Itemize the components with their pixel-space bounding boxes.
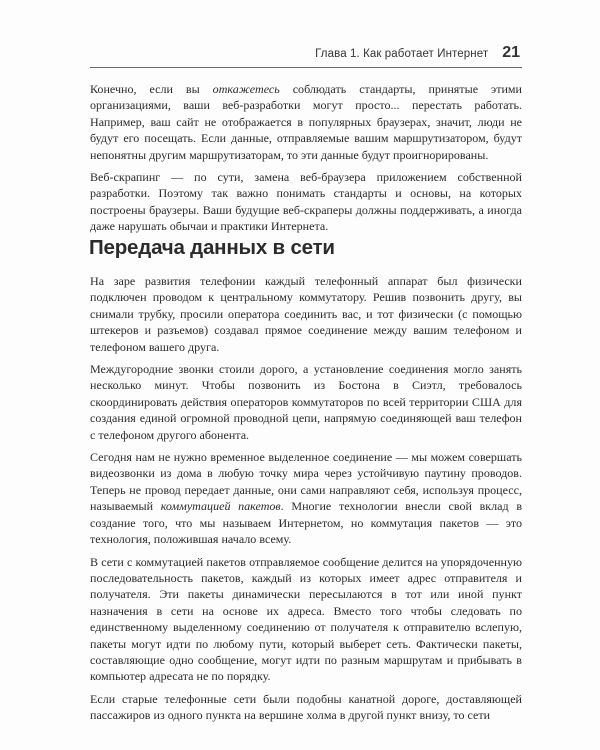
section-body xyxy=(90,273,522,724)
paragraph-text: соблюдать стандарты, принятые этими организациями, ваши веб-разработки могут просто... перестать работать. Например, ваш сайт не отображается в популярных браузерах, значит, люди не будут его посещать. Если данные, отправляемые вашим маршрутизатором, будут непонятны другим маршрутизаторам, то эти данные будут проигнорированы. xyxy=(90,82,522,162)
paragraph-text: Сегодня нам не нужно временное выделенное соединение — мы можем совершать видеозвонки из дома в любую точку мира через устойчивую паутину проводов. Теперь не провод передает данные, они сами направляют себя, используя процесс, называемый xyxy=(90,450,522,514)
paragraph-text: . Многие технологии внесли свой вклад в создание того, что мы называем Интернетом, но коммутация пакетов — это технология, положившая начало всему. xyxy=(90,499,523,547)
page-number: 21 xyxy=(502,44,520,61)
chapter-title: Глава 1. Как работает Интернет xyxy=(315,48,489,60)
section-heading: Передача данных в сети xyxy=(89,236,335,259)
emphasis: откажетесь xyxy=(212,82,280,96)
paragraph: Если старые телефонные сети были подобны канатной дороге, доставляющей пассажиров из одного пункта на вершине холма в другой пункт внизу, то сети xyxy=(90,691,522,723)
paragraph: В сети с коммутацией пакетов отправляемое сообщение делится на упорядоченную последовательность пакетов, каждый из которых имеет адрес отправителя и получателя. Эти пакеты динамически пересылаются в тот или иной пункт назначения в сети на основе их адреса. Вместо того чтобы следовать по единственному выделенному соединению от получателя к отправителю вслепую, пакеты могут идти по любому пути, который выберет сеть. Фактически пакеты, составляющие одно сообщение, могут идти по разным маршрутам и прибывать в компьютер адресата не по порядку. xyxy=(90,554,522,684)
paragraph xyxy=(90,449,522,547)
header-rule xyxy=(90,67,522,68)
paragraph xyxy=(90,81,522,163)
paragraph: Междугородние звонки стоили дорого, а установление соединения могло занять несколько минут. Чтобы позвонить из Бостона в Сиэтл, требовалось скоординировать действия операторов коммутаторов по всей территории США для создания единой огромной проводной цепи, напрямую соединяющей ваш телефон с телефоном другого абонента. xyxy=(90,362,522,442)
paragraph: На заре развития телефонии каждый телефонный аппарат был физически подключен проводом к центральному коммутатору. Решив позвонить другу, вы снимали трубку, просили оператора соединить вас, и тот физически (с помощью штекеров и разъемов) создавал прямое соединение между вашим телефоном и телефоном вашего друга. xyxy=(90,274,522,354)
running-header xyxy=(315,44,520,66)
paragraph: Веб-скрапинг — по сути, замена веб-браузера приложением собственной разработки. Поэтому так важно понимать стандарты и основы, на которых построены браузеры. Ваши будущие веб-скраперы должны поддерживать, а иногда даже нарушать обычаи и практики Интернета. xyxy=(90,170,522,234)
paragraph-text: Конечно, если вы xyxy=(90,82,213,96)
emphasis: коммутацией пакетов xyxy=(160,499,281,514)
intro-block xyxy=(90,81,522,235)
